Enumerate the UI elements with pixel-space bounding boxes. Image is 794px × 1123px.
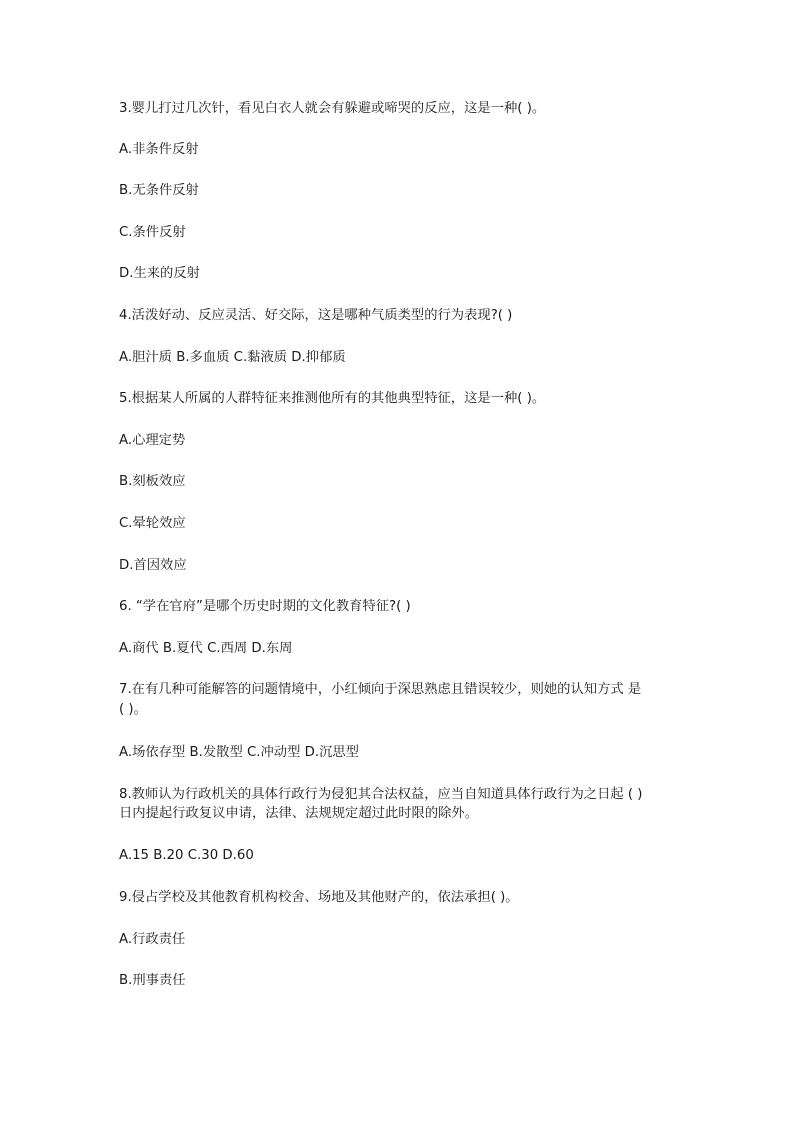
question-7-options: A.场依存型 B.发散型 C.冲动型 D.沉思型 [119,745,359,760]
question-8-options: A.15 B.20 C.30 D.60 [119,848,254,863]
question-5-option-a: A.心理定势 [119,433,186,448]
question-5-option-c: C.晕轮效应 [119,516,186,531]
question-4-stem: 4.活泼好动、反应灵活、好交际，这是哪种气质类型的行为表现?( ) [119,308,513,323]
question-9-option-b: B.刑事责任 [119,973,186,988]
question-6-stem: 6. “学在官府”是哪个历史时期的文化教育特征?( ) [119,599,411,614]
question-9-option-a: A.行政责任 [119,932,186,947]
question-3-option-d: D.生来的反射 [119,266,200,281]
question-9-stem: 9.侵占学校及其他教育机构校舍、场地及其他财产的，依法承担( )。 [119,890,519,905]
question-5-stem: 5.根据某人所属的人群特征来推测他所有的其他典型特征，这是一种( )。 [119,391,546,406]
question-6-options: A.商代 B.夏代 C.西周 D.东周 [119,641,293,656]
question-3-stem: 3.婴儿打过几次针，看见白衣人就会有躲避或啼哭的反应，这是一种( )。 [119,101,546,116]
question-4-options: A.胆汁质 B.多血质 C.黏液质 D.抑郁质 [119,350,346,365]
question-3-option-b: B.无条件反射 [119,183,199,198]
question-7-stem-line-2: ( )。 [119,702,147,717]
question-8-stem-line-2: 日内提起行政复议申请，法律、法规规定超过此时限的除外。 [119,806,479,821]
question-5-option-d: D.首因效应 [119,558,187,573]
question-7-stem-line-1: 7.在有几种可能解答的问题情境中，小红倾向于深思熟虑且错误较少，则她的认知方式 是 [119,682,642,697]
question-8-stem-line-1: 8.教师认为行政机关的具体行政行为侵犯其合法权益，应当自知道具体行政行为之日起 ( ) [119,787,643,802]
question-5-option-b: B.刻板效应 [119,474,186,489]
question-3-option-c: C.条件反射 [119,225,186,240]
question-3-option-a: A.非条件反射 [119,142,199,157]
